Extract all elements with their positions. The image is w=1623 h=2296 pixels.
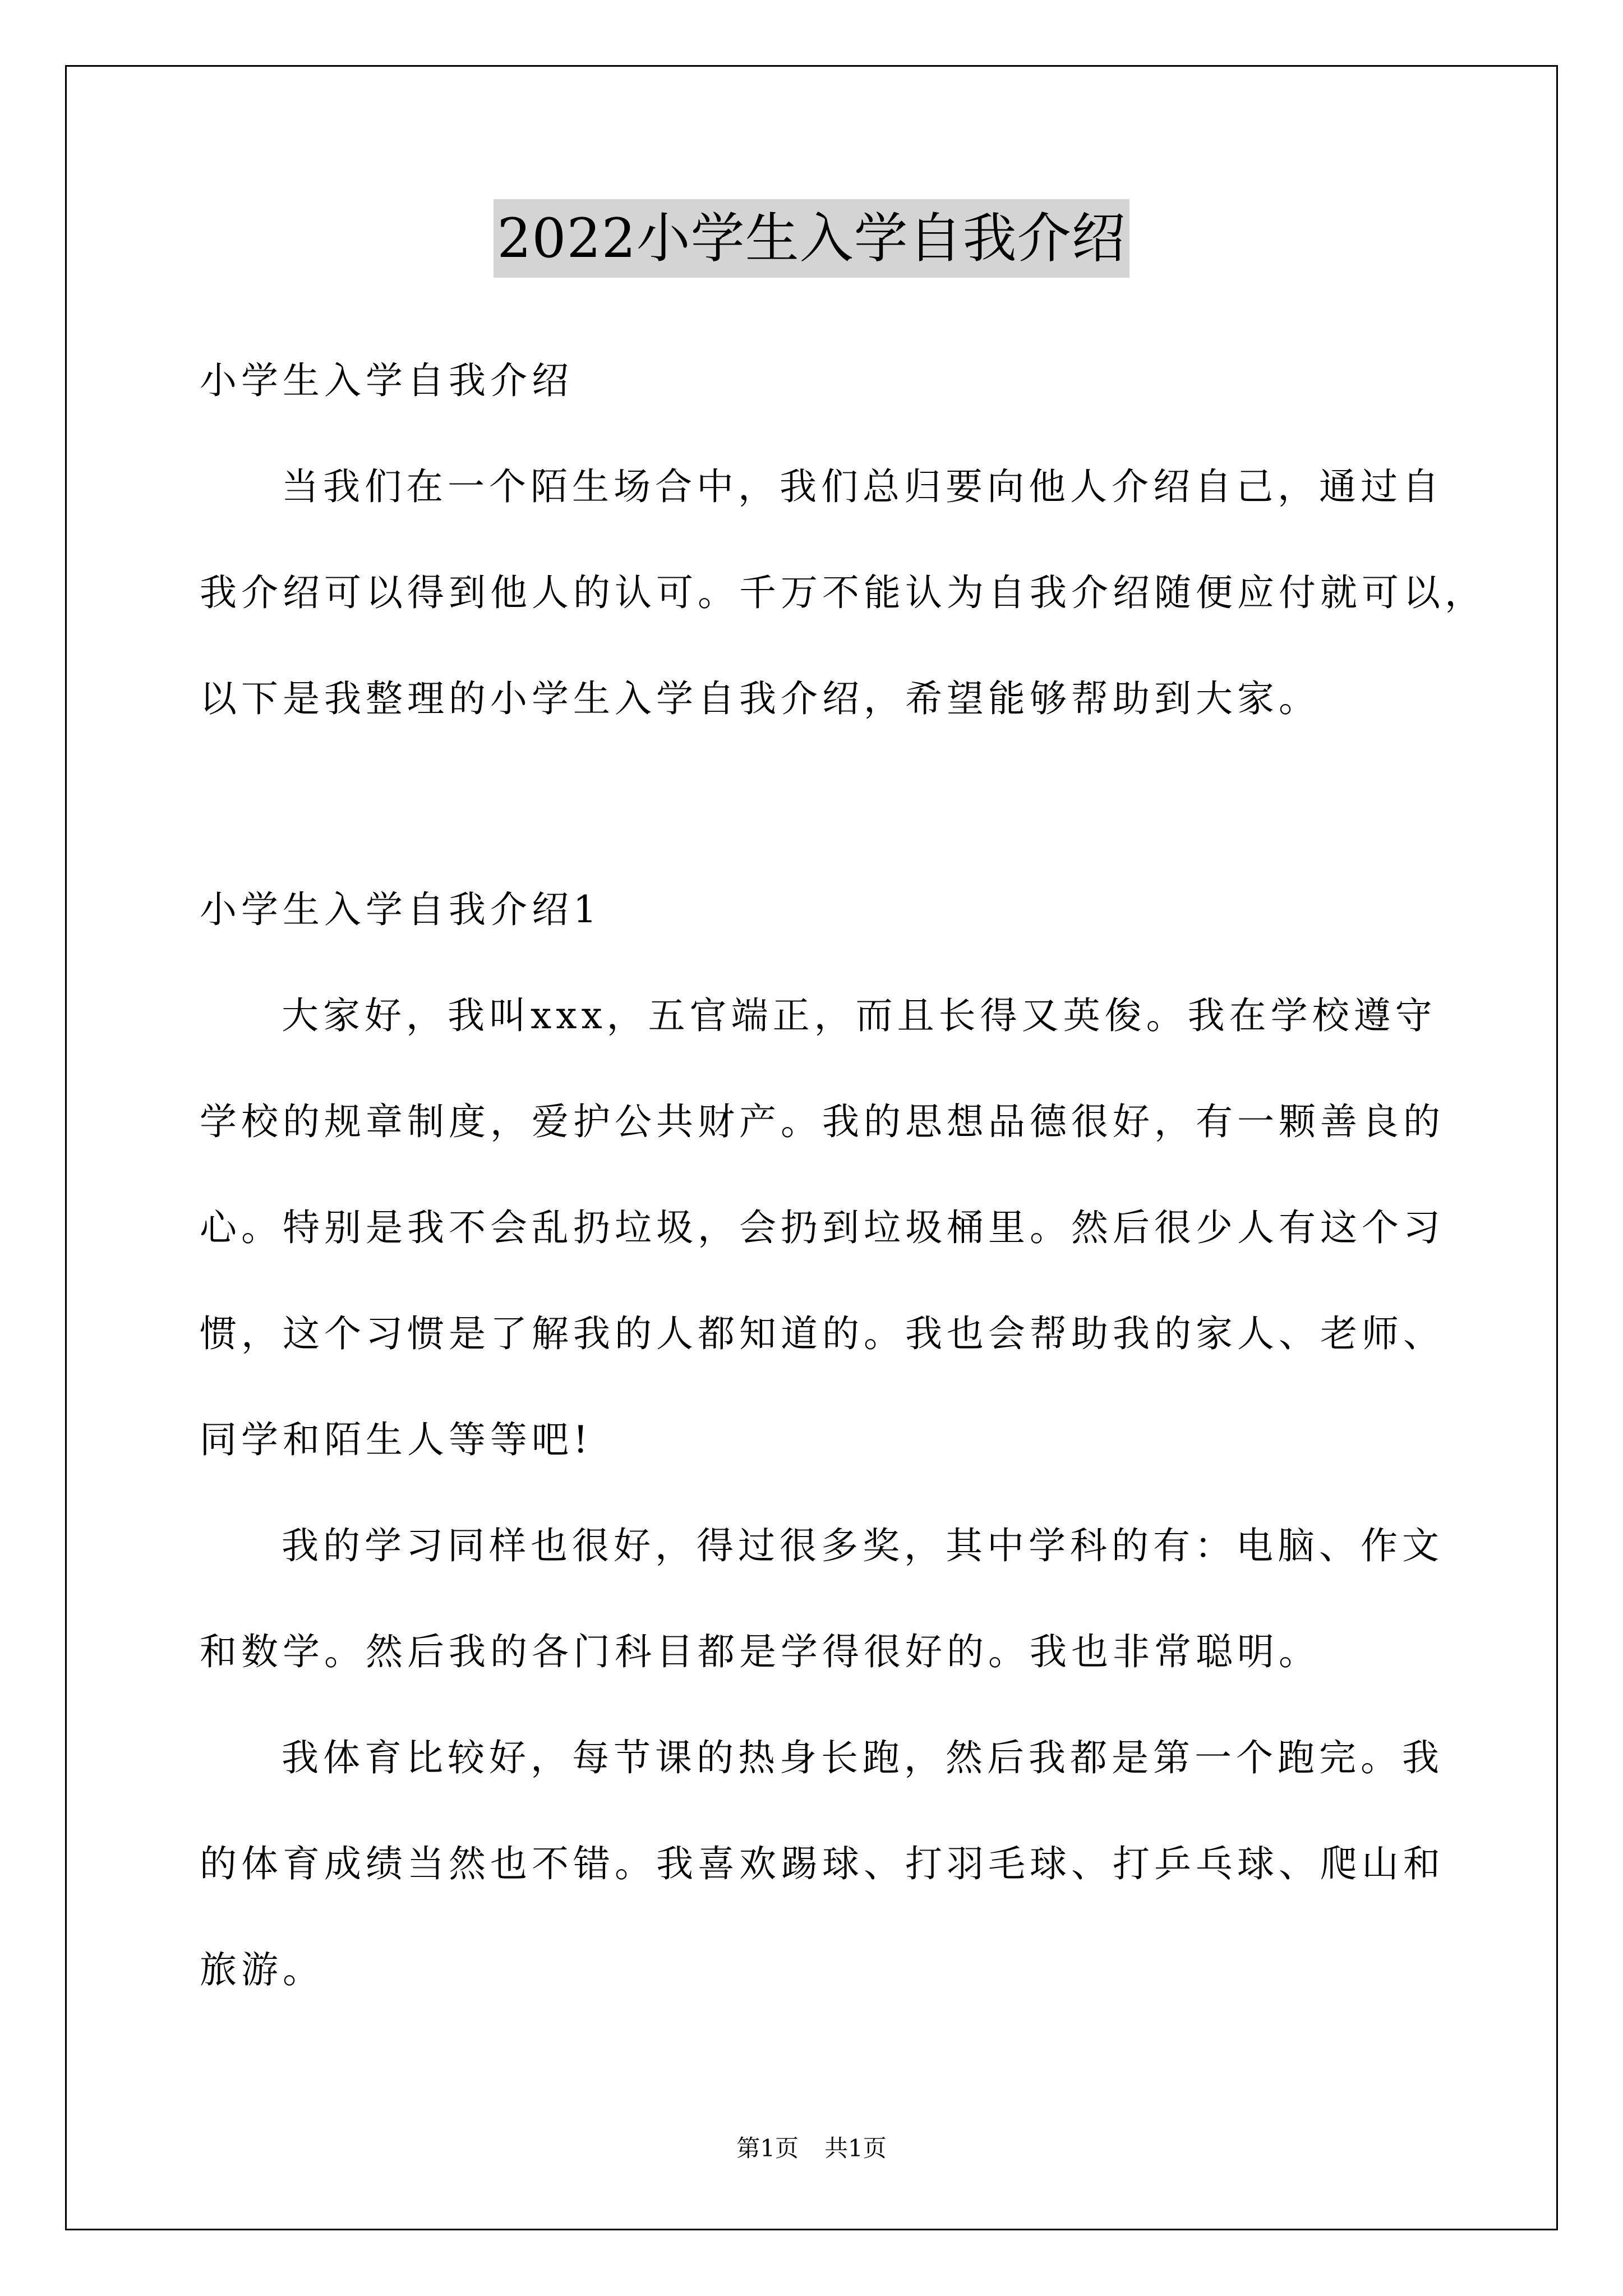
intro-line: 当我们在一个陌生场合中，我们总归要向他人介绍自己，通过自 — [282, 465, 1444, 508]
page-footer — [0, 2132, 1623, 2165]
title-container — [0, 199, 1623, 278]
paragraph-line: 的体育成绩当然也不错。我喜欢踢球、打羽毛球、打乒乓球、爬山和 — [200, 1842, 1445, 1885]
paragraph-line: 和数学。然后我的各门科目都是学得很好的。我也非常聪明。 — [200, 1630, 1320, 1673]
paragraph-line: 旅游。 — [200, 1948, 324, 1991]
paragraph-line: 心。特别是我不会乱扔垃圾，会扔到垃圾桶里。然后很少人有这个习 — [200, 1206, 1445, 1249]
paragraph-line: 我的学习同样也很好，得过很多奖，其中学科的有：电脑、作文 — [282, 1524, 1444, 1567]
intro-line: 以下是我整理的小学生入学自我介绍，希望能够帮助到大家。 — [200, 677, 1320, 720]
paragraph-line: 惯，这个习惯是了解我的人都知道的。我也会帮助我的家人、老师、 — [200, 1312, 1445, 1355]
page-total: 共1页 — [824, 2134, 887, 2162]
subtitle: 小学生入学自我介绍 — [200, 359, 573, 402]
paragraph-line: 学校的规章制度，爱护公共财产。我的思想品德很好，有一颗善良的 — [200, 1100, 1445, 1143]
document-title: 2022小学生入学自我介绍 — [494, 199, 1129, 278]
page-number: 第1页 — [736, 2134, 799, 2162]
intro-line: 我介绍可以得到他人的认可。千万不能认为自我介绍随便应付就可以， — [200, 571, 1486, 614]
paragraph-line: 大家好，我叫xxx，五官端正，而且长得又英俊。我在学校遵守 — [282, 994, 1437, 1037]
paragraph-line: 同学和陌生人等等吧! — [200, 1418, 593, 1461]
paragraph-line: 我体育比较好，每节课的热身长跑，然后我都是第一个跑完。我 — [282, 1736, 1444, 1779]
section-heading: 小学生入学自我介绍1 — [200, 888, 601, 931]
